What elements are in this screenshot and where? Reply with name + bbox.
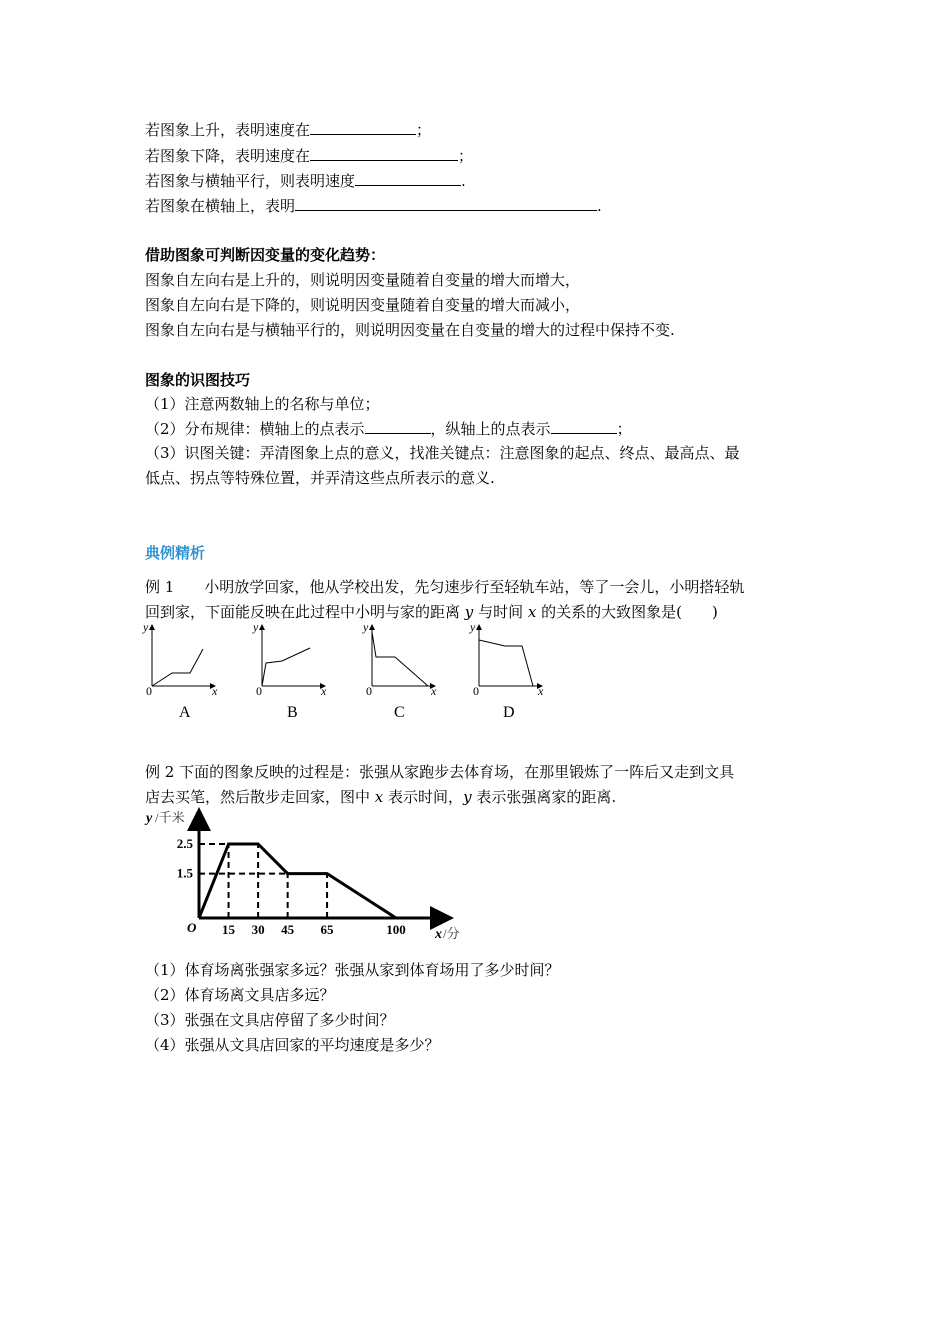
example2-line1: 例 2 下面的图象反映的过程是：张强从家跑步去体育场，在那里锻炼了一阵后又走到文具 [145, 763, 735, 781]
x-axis-label-unit: /分 [443, 926, 460, 941]
tips-item-3-line1: （3）识图关键：弄清图象上点的意义，找准关键点：注意图象的起点、终点、最高点、最 [145, 444, 740, 462]
text: 若图象与横轴平行，则表明速度 [145, 172, 356, 190]
option-d-x-axis-label: x [538, 684, 544, 698]
option-c-graph[interactable] [372, 625, 435, 686]
x-axis-label-var: x [435, 927, 442, 942]
text: ； [416, 121, 432, 139]
option-d-origin: 0 [473, 684, 479, 698]
option-d-label[interactable]: D [503, 704, 515, 721]
tips-item-1: （1）注意两数轴上的名称与单位； [145, 395, 380, 413]
question-3: （3）张强在文具店停留了多少时间？ [145, 1011, 395, 1029]
y-axis-label-unit: /千米 [155, 810, 185, 825]
y-tick-label-2.5: 2.5 [176, 836, 193, 851]
trend-line-2: 图象自左向右是下降的，则说明因变量随着自变量的增大而减小， [145, 296, 581, 314]
text: 若图象在横轴上，表明 [145, 197, 296, 215]
option-b-graph[interactable] [262, 625, 325, 686]
text: 表示张强离家的距离. [476, 788, 617, 806]
text: ； [458, 147, 474, 165]
text: . [461, 172, 466, 190]
option-c-origin: 0 [366, 684, 372, 698]
option-a-origin: 0 [146, 684, 152, 698]
option-a-label[interactable]: A [179, 704, 191, 721]
tips-title: 图象的识图技巧 [145, 371, 251, 389]
text: 若图象下降，表明速度在 [145, 147, 311, 165]
series-line [199, 844, 396, 918]
option-a-x-axis-label: x [212, 684, 218, 698]
text: ； [616, 420, 632, 438]
fill-blank[interactable] [310, 119, 416, 135]
example2-line2 [145, 787, 616, 807]
fill-blank[interactable] [295, 195, 597, 211]
y-tick-label-1.5: 1.5 [176, 865, 193, 881]
text: 店去买笔，然后散步走回家，图中 [145, 788, 371, 806]
fill-blank[interactable] [365, 418, 431, 434]
tips-item-3-line2: 低点、拐点等特殊位置，并弄清这些点所表示的意义. [145, 469, 495, 487]
text: 与时间 [478, 603, 524, 621]
question-1: （1）体育场离张强家多远？张强从家到体育场用了多少时间？ [145, 961, 560, 979]
option-d-y-axis-label: y [470, 620, 476, 634]
trend-title: 借助图象可判断因变量的变化趋势： [145, 246, 386, 264]
text: 的关系的大致图象是( ) [541, 603, 718, 621]
x-tick-label-65: 65 [320, 922, 334, 937]
text: 回到家，下面能反映在此过程中小明与家的距离 [145, 603, 461, 621]
x-tick-label-30: 30 [251, 922, 265, 937]
fill-blank[interactable] [355, 170, 461, 186]
x-tick-label-100: 100 [386, 922, 406, 937]
question-4: （4）张强从文具店回家的平均速度是多少？ [145, 1036, 440, 1054]
origin-label: O [187, 920, 197, 935]
option-b-label[interactable]: B [287, 704, 298, 721]
example1-line2 [145, 602, 718, 622]
tips-item-2 [145, 418, 632, 439]
var-x: x [374, 788, 384, 806]
option-c-y-axis-label: y [363, 620, 369, 634]
fill-blank[interactable] [310, 145, 458, 161]
text: . [597, 197, 602, 215]
trend-line-1: 图象自左向右是上升的，则说明因变量随着自变量的增大而增大， [145, 271, 581, 289]
x-tick-label-45: 45 [281, 922, 295, 937]
x-tick-label-15: 15 [222, 922, 236, 937]
examples-heading: 典例精析 [145, 544, 206, 562]
option-d-graph[interactable] [479, 625, 542, 686]
var-x: x [527, 603, 537, 621]
option-b-origin: 0 [256, 684, 262, 698]
text: （2）分布规律：横轴上的点表示 [145, 420, 365, 438]
text: ，纵轴上的点表示 [430, 420, 551, 438]
text: 表示时间， [388, 788, 464, 806]
speed-line-rising [145, 119, 431, 140]
option-a-graph[interactable] [152, 625, 215, 686]
speed-line-parallel [145, 170, 466, 191]
option-b-y-axis-label: y [253, 620, 259, 634]
fill-blank[interactable] [551, 418, 617, 434]
option-c-label[interactable]: C [394, 704, 405, 721]
var-y: y [464, 603, 474, 621]
text: 若图象上升，表明速度在 [145, 121, 311, 139]
trend-line-3: 图象自左向右是与横轴平行的，则说明因变量在自变量的增大的过程中保持不变. [145, 321, 675, 339]
speed-line-on-axis [145, 195, 602, 216]
speed-line-falling [145, 145, 473, 166]
question-2: （2）体育场离文具店多远？ [145, 986, 335, 1004]
y-axis-label-var: y [146, 811, 153, 826]
option-a-y-axis-label: y [143, 620, 149, 634]
option-c-x-axis-label: x [431, 684, 437, 698]
example1-line1: 例 1 小明放学回家，他从学校出发，先匀速步行至轻轨车站，等了一会儿，小明搭轻轨 [145, 578, 745, 596]
var-y: y [463, 788, 472, 806]
option-b-x-axis-label: x [321, 684, 327, 698]
